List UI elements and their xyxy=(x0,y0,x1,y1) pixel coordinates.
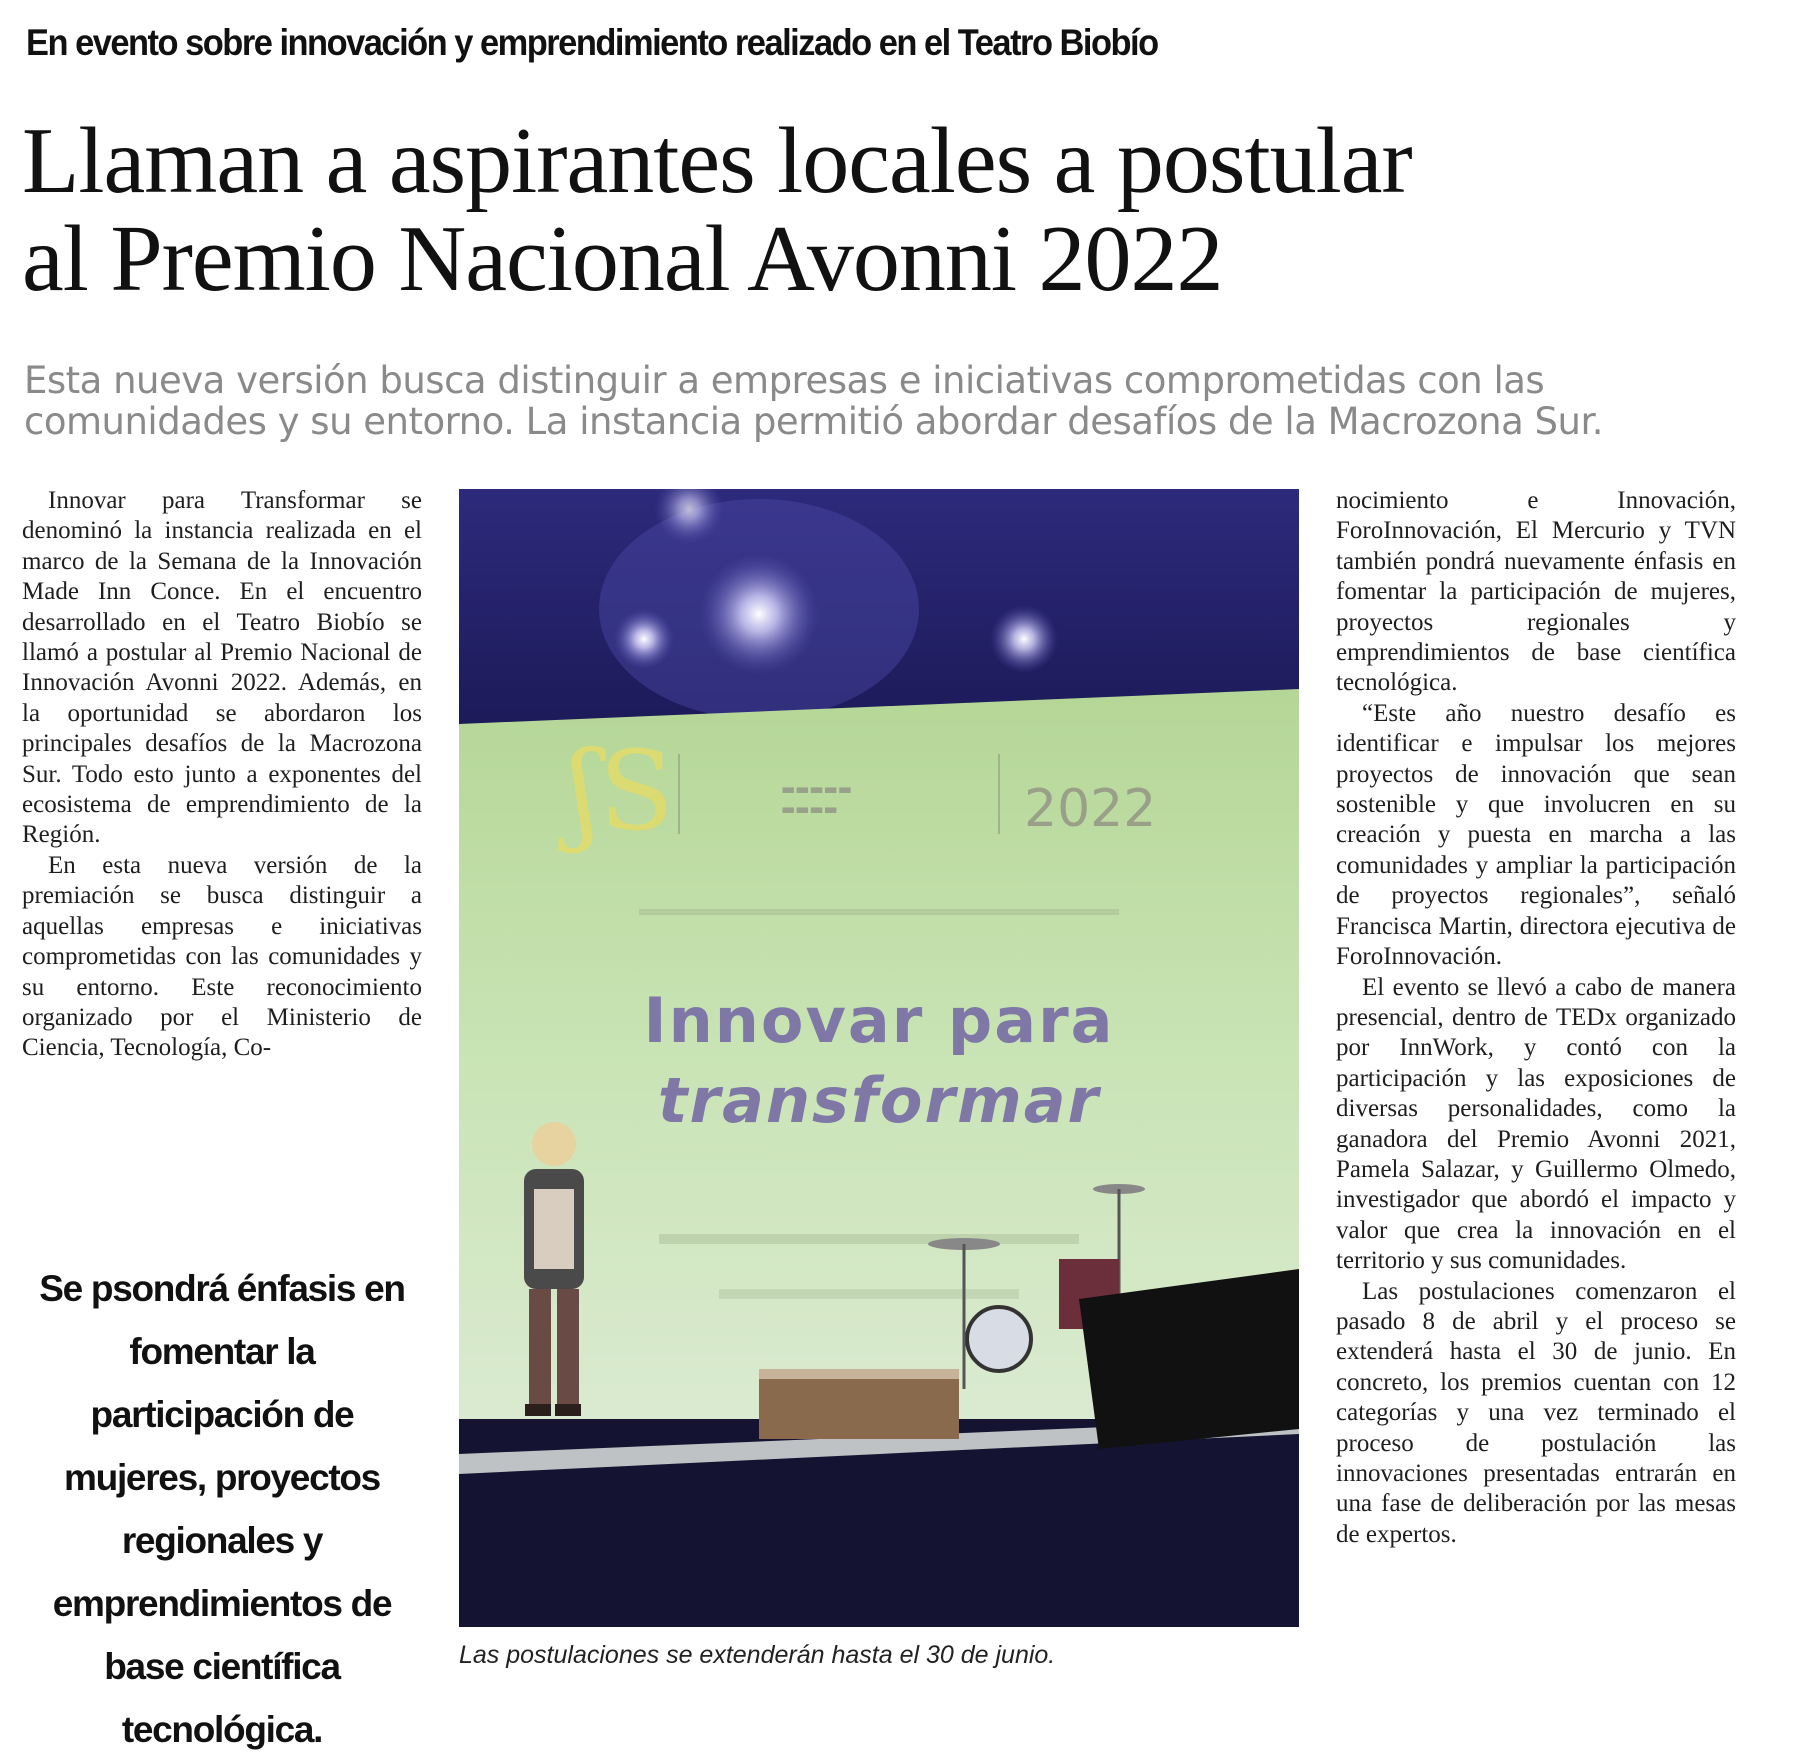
body-paragraph: Innovar para Transformar se denominó la instancia realizada en el marco de la Semana de la Innovación Made Inn Conce. En el encuentro desarrollado en el Teatro Biobío se llamó a postular al Premio Nacional de Innovación Avonni 2022. Además, en la oportunidad se abordaron los principales desafíos de la Macrozona Sur. Todo esto junto a exponentes del ecosistema de emprendimiento de la Región. xyxy=(22,487,422,849)
spotlight xyxy=(699,554,819,674)
article-headline xyxy=(22,109,1722,311)
article-kicker: En evento sobre innovación y emprendimiento realizado en el Teatro Biobío xyxy=(26,22,1158,63)
stage-photo xyxy=(459,489,1299,1627)
body-paragraph: El evento se llevó a cabo de manera presencial, dentro de TEDx organizado por InnWork, y contó con la participación y las exposiciones de diversas personalidades, como la ganadora del Premio Avonni 2021, Pamela Salazar, y Guillermo Olmedo, investigador que abordó el impacto y valor que crea la innovación en el territorio y sus comunidades. xyxy=(1336,973,1736,1275)
photo-caption: Las postulaciones se extenderán hasta el 30 de junio. xyxy=(459,1641,1056,1669)
article-deck xyxy=(24,360,1784,442)
body-column-right xyxy=(1336,486,1736,1550)
headline-line-1: Llaman a aspirantes locales a postular xyxy=(22,109,1412,213)
stage-table xyxy=(759,1369,959,1439)
screen-title-line-1: Innovar para xyxy=(643,984,1115,1057)
body-paragraph: Las postulaciones comenzaron el pasado 8 de abril y el proceso se extenderá hasta el 30 de junio. En concreto, los premios cuentan con 12 categorías y una vez terminado el proceso de postulación las innovaciones presentadas entrarán en una fase de deliberación por las mesas de expertos. xyxy=(1336,1277,1736,1548)
body-paragraph: “Este año nuestro desafío es identificar e impulsar los mejores proyectos de innovación que sean sostenible y que involucren en su creación y puesta en marcha a las comunidades y ampliar la participación de proyectos regionales”, señaló Francisca Martin, directora ejecutiva de ForoInnovación. xyxy=(1336,699,1736,971)
body-paragraph: nocimiento e Innovación, ForoInnovación, El Mercurio y TVN también pondrá nuevamente énfasis en fomentar la participación de mujeres, proyectos regionales y emprendimientos de base científica tecnológica. xyxy=(1336,487,1736,697)
body-column-left xyxy=(22,486,422,1064)
pull-quote: Se psondrá énfasis en fomentar la participación de mujeres, proyectos regionales y emprendimientos de base científica tecnológica. xyxy=(39,1268,405,1750)
deck-line-2: comunidades y su entorno. La instancia permitió abordar desafíos de la Macrozona Sur. xyxy=(24,400,1604,443)
screen-year: 2022 xyxy=(1024,779,1157,839)
spotlight xyxy=(990,605,1058,673)
deck-line-1: Esta nueva versión busca distinguir a empresas e iniciativas comprometidas con las xyxy=(24,359,1545,402)
stage-photo-illustration xyxy=(459,489,1299,1627)
spotlight xyxy=(614,609,674,669)
ps-logo-icon: ʃS xyxy=(569,727,675,855)
body-paragraph: En esta nueva versión de la premiación se busca distinguir a aquellas empresas e iniciativas comprometidas con las comunidades y su entorno. Este reconocimiento organizado por el Ministerio de Ciencia, Tecnología, Co- xyxy=(22,851,422,1062)
headline-line-2: al Premio Nacional Avonni 2022 xyxy=(22,207,1223,311)
screen-award-label: ▬▬▬▬▬ ▬▬▬▬ xyxy=(781,780,852,818)
screen-title-line-2: transformar xyxy=(657,1064,1101,1137)
